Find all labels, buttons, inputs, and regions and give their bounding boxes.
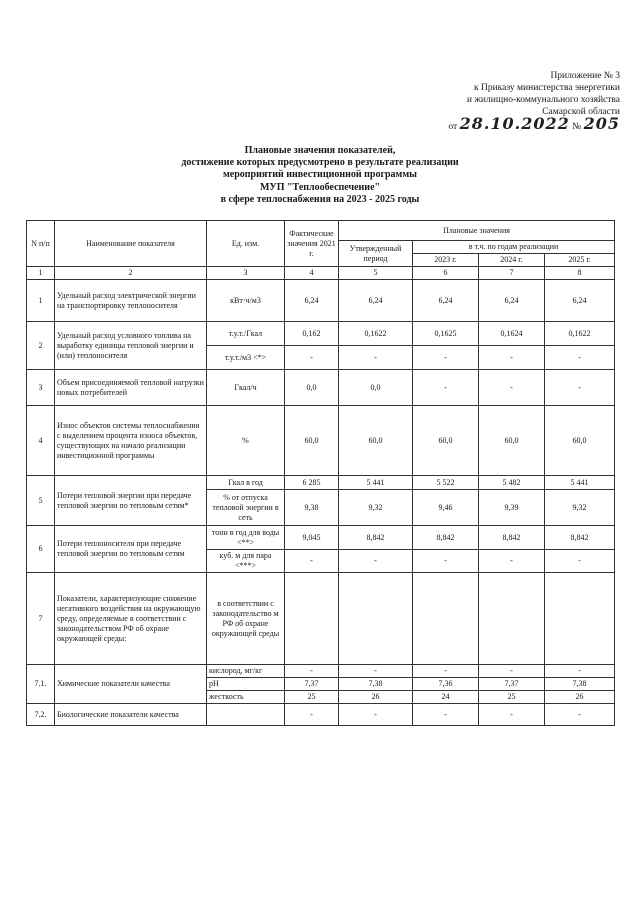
row-value: -: [413, 346, 479, 370]
row-name: Показатели, характеризующие снижение негативного воздействия на окружающую среду, определяемые в соответствии с законодательством РФ об охране окружающей среды:: [55, 573, 207, 665]
row-value: -: [285, 665, 339, 678]
row-value: -: [339, 346, 413, 370]
row-value: -: [545, 665, 615, 678]
row-num: 7.1.: [27, 665, 55, 704]
order-date-line: [360, 114, 620, 133]
handwritten-number: 205: [583, 114, 620, 133]
table-row: [27, 476, 615, 490]
row-value: 5 482: [479, 476, 545, 490]
row-value: 0,1622: [339, 322, 413, 346]
table-row: [27, 406, 615, 476]
row-unit: тонн в год для воды <**>: [207, 526, 285, 550]
row-value: -: [413, 550, 479, 573]
title-line: МУП "Теплообеспечение": [259, 181, 381, 193]
appendix-line: к Приказу министерства энергетики: [473, 83, 620, 93]
header-year: 2023 г.: [413, 254, 479, 267]
row-num: 2: [27, 322, 55, 370]
row-name: Потери теплоносителя при передаче тепловой энергии по тепловым сетям: [55, 526, 207, 573]
header-actual: Фактические значения 2021 г.: [285, 221, 339, 267]
row-unit: Гкал в год: [207, 476, 285, 490]
row-value: 7,37: [285, 678, 339, 691]
row-num: 5: [27, 476, 55, 526]
row-value: 9,32: [545, 490, 615, 526]
row-value: 8,842: [479, 526, 545, 550]
row-unit: кислород, мг/кг: [207, 665, 285, 678]
handwritten-date: 28.10.2022: [459, 114, 570, 133]
row-value: [339, 573, 413, 665]
row-value: 60,0: [339, 406, 413, 476]
header-num: N п/п: [27, 221, 55, 267]
row-value: -: [479, 346, 545, 370]
header-name: Наименование показателя: [55, 221, 207, 267]
document-title: [120, 145, 520, 206]
row-num: 4: [27, 406, 55, 476]
row-value: 7,38: [545, 678, 615, 691]
row-value: 9,045: [285, 526, 339, 550]
row-unit: куб. м для пара <***>: [207, 550, 285, 573]
row-value: 9,38: [285, 490, 339, 526]
row-unit: т.у.т./Гкал: [207, 322, 285, 346]
header-year: 2025 г.: [545, 254, 615, 267]
col-number: 7: [479, 267, 545, 280]
row-value: 6,24: [285, 280, 339, 322]
table-row: [27, 526, 615, 550]
col-number: 2: [55, 267, 207, 280]
table-row: [27, 704, 615, 726]
header-by-years: в т.ч. по годам реализации: [413, 241, 615, 254]
row-value: -: [339, 550, 413, 573]
row-value: [285, 573, 339, 665]
row-value: [545, 573, 615, 665]
row-value: 6,24: [479, 280, 545, 322]
row-value: -: [413, 370, 479, 406]
row-value: 0,0: [339, 370, 413, 406]
row-value: 60,0: [545, 406, 615, 476]
row-value: 0,0: [285, 370, 339, 406]
col-number: 3: [207, 267, 285, 280]
row-name: Удельный расход условного топлива на выработку единицы тепловой энергии и (или) теплоносителя: [55, 322, 207, 370]
row-unit: %: [207, 406, 285, 476]
row-unit: % от отпуска тепловой энергии в сеть: [207, 490, 285, 526]
row-value: 25: [285, 691, 339, 704]
row-value: 6,24: [545, 280, 615, 322]
row-name: Объем присоединяемой тепловой нагрузки новых потребителей: [55, 370, 207, 406]
title-line: Плановые значения показателей,: [244, 145, 396, 156]
row-value: 6,24: [413, 280, 479, 322]
row-value: 24: [413, 691, 479, 704]
row-value: -: [545, 346, 615, 370]
row-value: -: [413, 704, 479, 726]
title-line: в сфере теплоснабжения на 2023 - 2025 годы: [220, 193, 420, 205]
number-label: №: [572, 122, 582, 132]
row-value: 8,842: [339, 526, 413, 550]
row-unit: т.у.т./м3 <*>: [207, 346, 285, 370]
row-value: 5 441: [545, 476, 615, 490]
row-value: 7,36: [413, 678, 479, 691]
row-value: -: [545, 704, 615, 726]
appendix-block: [360, 70, 620, 133]
table-row: [27, 280, 615, 322]
header-year: 2024 г.: [479, 254, 545, 267]
header-approved: Утвержденный период: [339, 241, 413, 267]
table-row: [27, 370, 615, 406]
row-value: 6 285: [285, 476, 339, 490]
row-value: 60,0: [285, 406, 339, 476]
row-value: 60,0: [413, 406, 479, 476]
row-value: -: [285, 550, 339, 573]
col-number: 1: [27, 267, 55, 280]
indicators-table: [26, 220, 615, 726]
row-value: 26: [339, 691, 413, 704]
row-value: 9,32: [339, 490, 413, 526]
appendix-line: Приложение № 3: [550, 71, 620, 81]
col-number: 6: [413, 267, 479, 280]
row-value: -: [339, 665, 413, 678]
row-name: Потери тепловой энергии при передаче тепловой энергии по тепловым сетям*: [55, 476, 207, 526]
row-name: Биологические показатели качества: [55, 704, 207, 726]
row-value: 60,0: [479, 406, 545, 476]
row-name: Удельный расход электрической энергии на транспортировку теплоносителя: [55, 280, 207, 322]
row-num: 1: [27, 280, 55, 322]
row-value: -: [479, 550, 545, 573]
row-value: 5 441: [339, 476, 413, 490]
col-number: 4: [285, 267, 339, 280]
row-value: [479, 573, 545, 665]
row-value: [413, 573, 479, 665]
date-prefix: от: [448, 122, 458, 132]
row-name: Износ объектов системы теплоснабжения с выделением процента износа объектов, существующих на начало реализации инвестиционной программы: [55, 406, 207, 476]
row-value: 0,1624: [479, 322, 545, 346]
row-value: -: [413, 665, 479, 678]
row-value: -: [285, 346, 339, 370]
header-unit: Ед. изм.: [207, 221, 285, 267]
col-number: 8: [545, 267, 615, 280]
title-line: достижение которых предусмотрено в результате реализации: [181, 157, 459, 169]
row-value: 5 522: [413, 476, 479, 490]
row-unit: pH: [207, 678, 285, 691]
header-planned: Плановые значения: [339, 221, 615, 241]
row-unit: [207, 704, 285, 726]
row-num: 7.2.: [27, 704, 55, 726]
row-value: -: [545, 550, 615, 573]
row-value: -: [479, 704, 545, 726]
row-value: -: [285, 704, 339, 726]
row-value: -: [479, 665, 545, 678]
row-value: -: [545, 370, 615, 406]
row-value: 26: [545, 691, 615, 704]
appendix-line: и жилищно-коммунального хозяйства: [466, 95, 620, 105]
row-value: 6,24: [339, 280, 413, 322]
row-num: 6: [27, 526, 55, 573]
col-number: 5: [339, 267, 413, 280]
table-row: [27, 665, 615, 678]
row-unit: жесткость: [207, 691, 285, 704]
row-value: 7,37: [479, 678, 545, 691]
appendix-line: Самарской области: [542, 107, 620, 117]
table-row: [27, 573, 615, 665]
row-value: 0,162: [285, 322, 339, 346]
row-value: 0,1625: [413, 322, 479, 346]
row-value: 0,1622: [545, 322, 615, 346]
row-value: 25: [479, 691, 545, 704]
table-row: [27, 322, 615, 346]
row-num: 7: [27, 573, 55, 665]
row-value: 7,38: [339, 678, 413, 691]
row-value: -: [479, 370, 545, 406]
row-value: 8,842: [545, 526, 615, 550]
row-value: 9,39: [479, 490, 545, 526]
row-num: 3: [27, 370, 55, 406]
row-value: 9,46: [413, 490, 479, 526]
row-value: -: [339, 704, 413, 726]
row-value: 8,842: [413, 526, 479, 550]
title-line: мероприятий инвестиционной программы: [222, 169, 417, 181]
row-unit: в соответствии с законодательство м РФ об охране окружающей среды: [207, 573, 285, 665]
row-unit: кВт·ч/м3: [207, 280, 285, 322]
row-name: Химические показатели качества: [55, 665, 207, 704]
row-unit: Гкал/ч: [207, 370, 285, 406]
